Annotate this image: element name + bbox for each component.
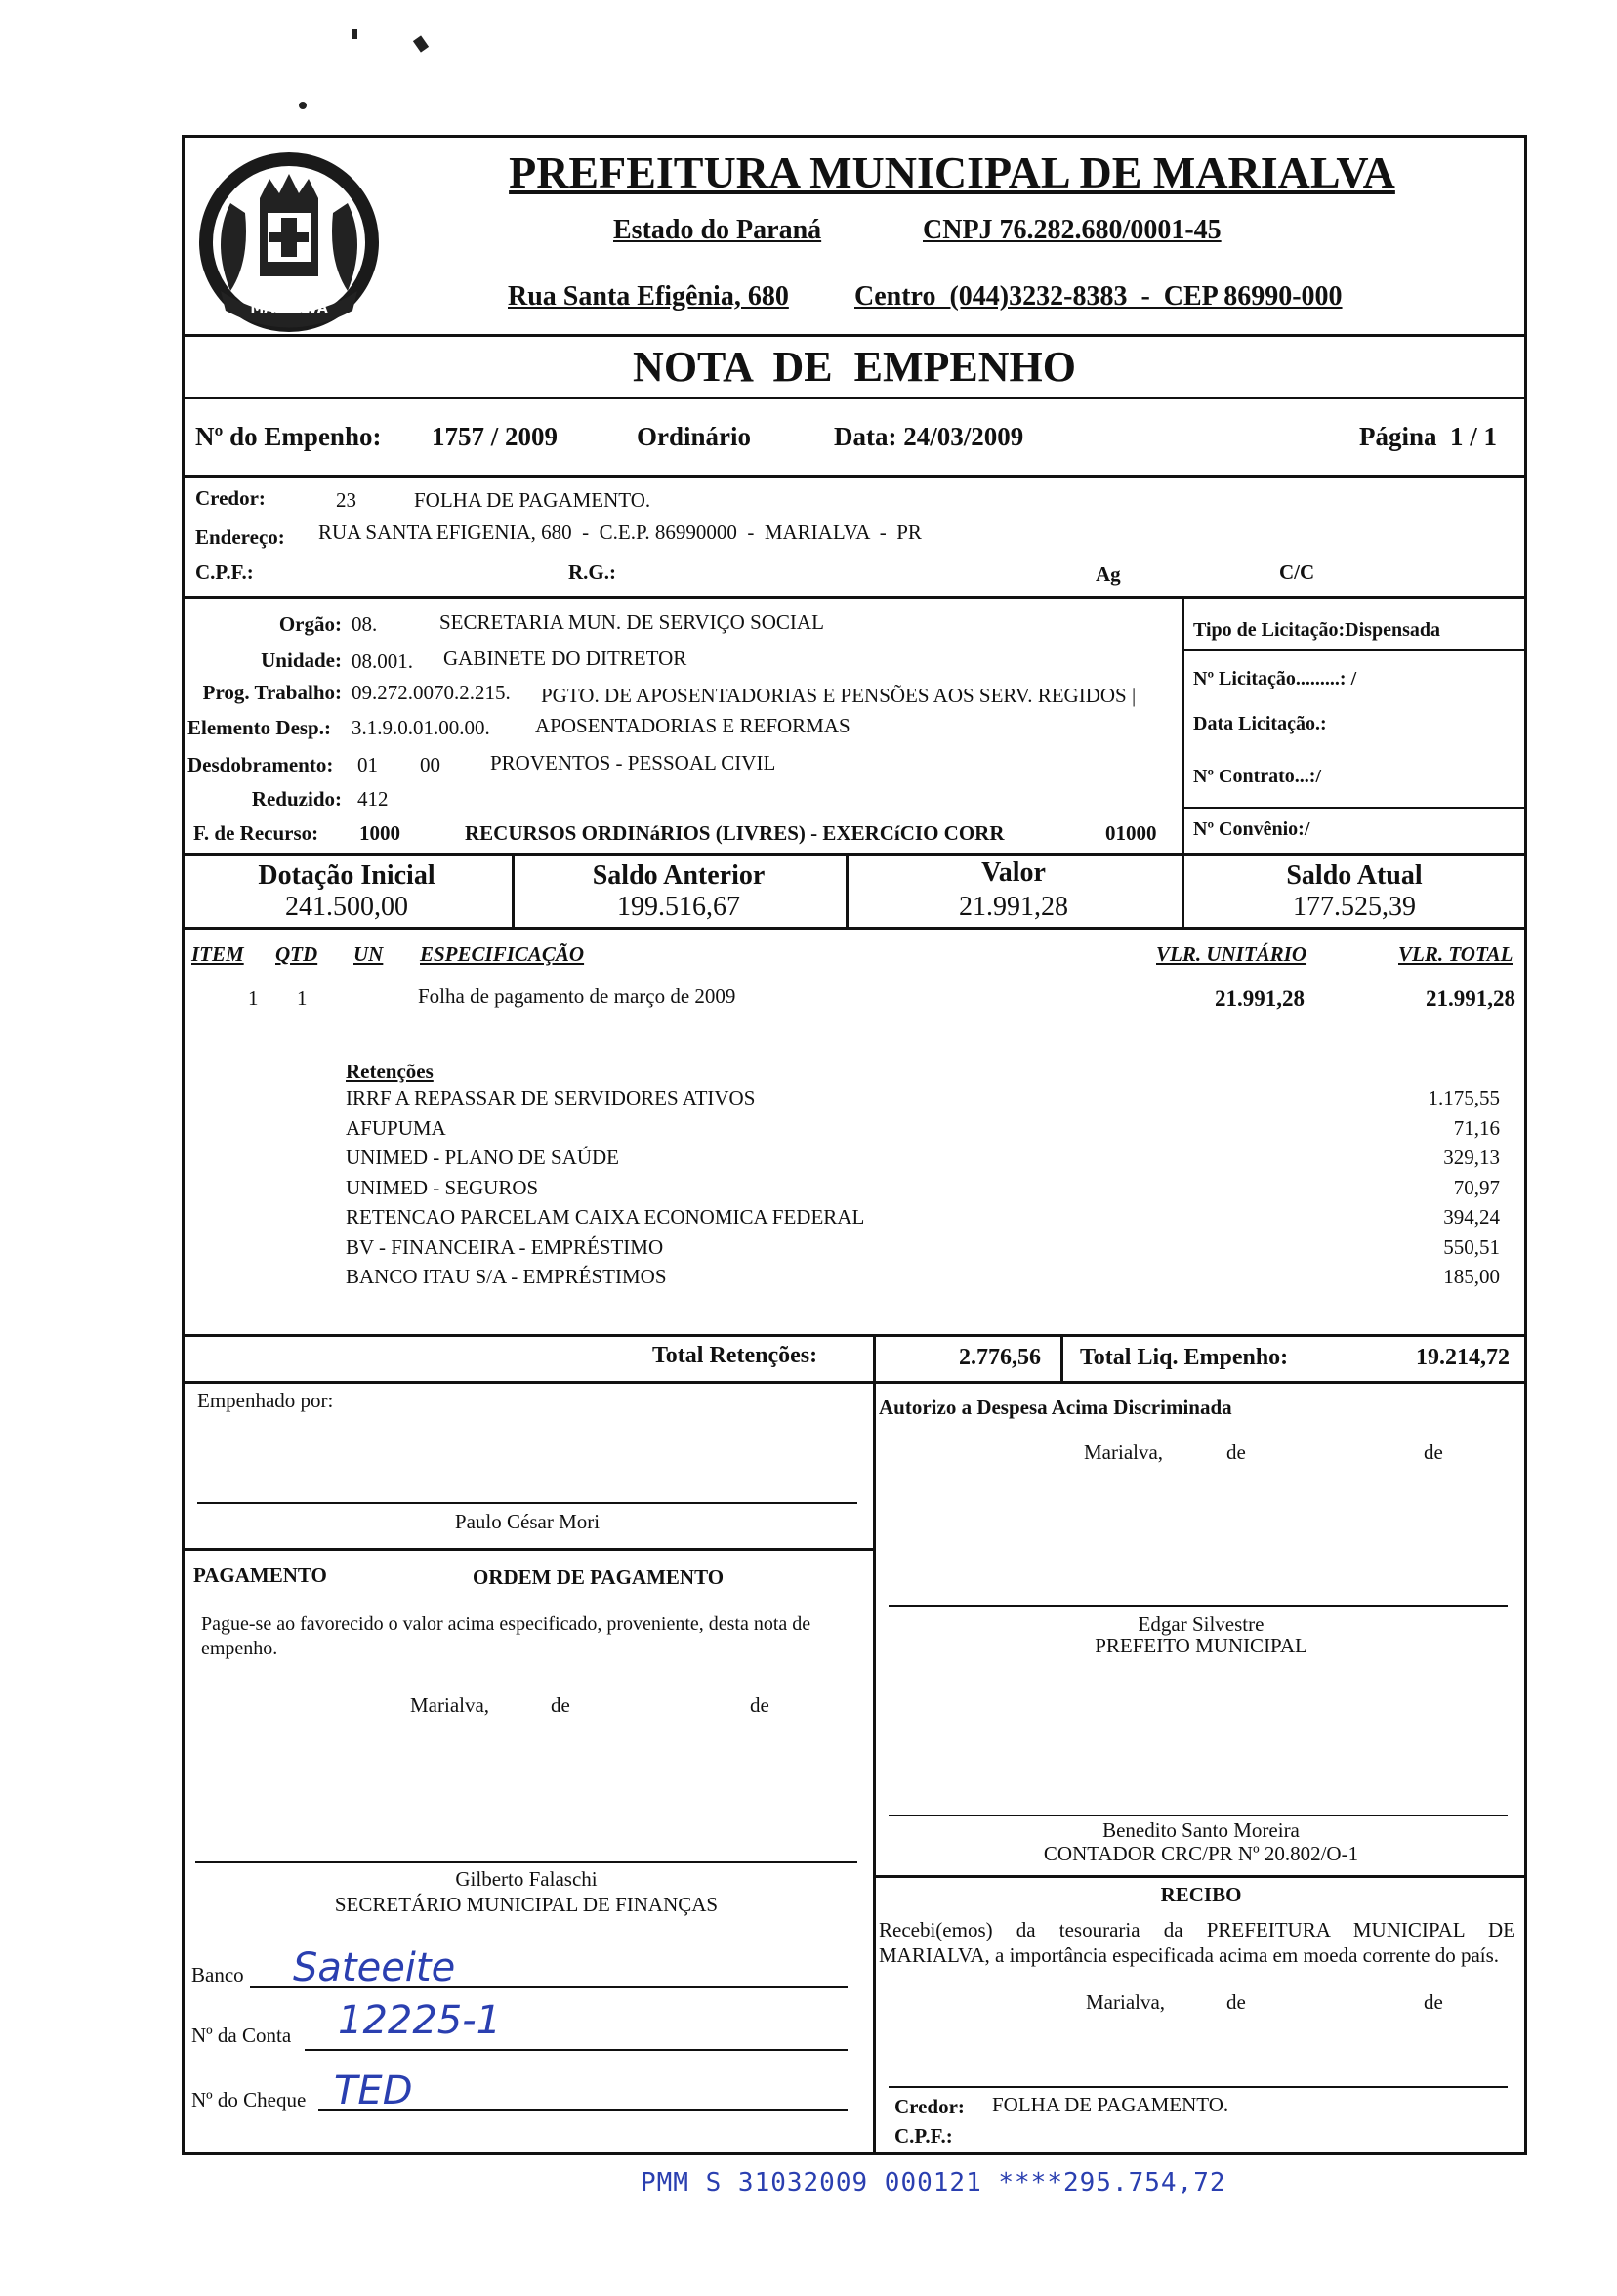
pagamento-de2: de — [750, 1693, 769, 1717]
orgao-name: SECRETARIA MUN. DE SERVIÇO SOCIAL — [439, 610, 824, 634]
retencao-value: 394,24 — [1443, 1205, 1500, 1229]
empenho-date: Data: 24/03/2009 — [834, 422, 1024, 451]
retencao-value: 329,13 — [1443, 1146, 1500, 1169]
desdobramento-name: PROVENTOS - PESSOAL CIVIL — [490, 751, 776, 774]
divider — [182, 1334, 1527, 1337]
retencao-value: 1.175,55 — [1428, 1086, 1500, 1109]
cheque-label: Nº do Cheque — [191, 2088, 307, 2111]
valor-value: 21.991,28 — [959, 892, 1068, 922]
conta-label: Nº da Conta — [191, 2024, 292, 2047]
empenho-type: Ordinário — [637, 422, 752, 451]
unidade-label: Unidade: — [261, 648, 342, 672]
retencoes-title: Retenções — [346, 1060, 434, 1083]
address-label: Endereço: — [195, 525, 285, 549]
divider — [873, 1334, 876, 1383]
divider — [182, 1381, 1527, 1384]
item-unit-value: 21.991,28 — [1215, 986, 1305, 1011]
conta-line[interactable] — [305, 2049, 848, 2051]
contador-nome: Benedito Santo Moreira — [1102, 1818, 1300, 1842]
credor-label: Credor: — [195, 486, 266, 510]
signature-line — [889, 2086, 1508, 2088]
divider — [182, 334, 1527, 337]
recurso-number: 01000 — [1105, 821, 1157, 845]
retencao-description: UNIMED - PLANO DE SAÚDE — [346, 1146, 619, 1169]
banco-label: Banco — [191, 1963, 244, 1986]
prefeito-nome: Edgar Silvestre — [1138, 1612, 1265, 1636]
autorizo-label: Autorizo a Despesa Acima Discriminada — [879, 1396, 1232, 1419]
document-title: NOTA DE EMPENHO — [633, 343, 1076, 391]
desdobramento-b: 00 — [420, 753, 440, 776]
cpf-label: C.P.F.: — [195, 561, 254, 584]
cnpj-label: CNPJ 76.282.680/0001-45 — [923, 215, 1222, 245]
prog-label: Prog. Trabalho: — [202, 681, 342, 704]
col-especificacao: ESPECIFICAÇÃO — [420, 942, 585, 966]
orgao-code: 08. — [352, 612, 378, 636]
divider — [182, 596, 1527, 599]
recurso-label: F. de Recurso: — [193, 821, 319, 845]
col-qtd: QTD — [275, 942, 318, 966]
reduzido-value: 412 — [357, 787, 389, 811]
rg-label: R.G.: — [568, 561, 616, 584]
autorizo-de1: de — [1226, 1440, 1246, 1464]
divider — [1182, 807, 1527, 809]
col-un: UN — [353, 942, 384, 966]
reduzido-label: Reduzido: — [251, 787, 342, 811]
signature-line — [889, 1605, 1508, 1607]
item-qtd: 1 — [297, 986, 308, 1010]
item-total-value: 21.991,28 — [1426, 986, 1515, 1011]
pagamento-label: PAGAMENTO — [193, 1564, 327, 1587]
divider — [182, 475, 1527, 478]
empenho-number: 1757 / 2009 — [432, 422, 559, 451]
conta-handwriting: 12225-1 — [338, 1998, 502, 2043]
contador-cargo: CONTADOR CRC/PR Nº 20.802/O-1 — [1043, 1842, 1359, 1865]
prefeito-cargo: PREFEITO MUNICIPAL — [1095, 1634, 1307, 1657]
saldo-anterior-label: Saldo Anterior — [592, 860, 766, 891]
valor-label: Valor — [981, 857, 1046, 888]
recurso-code: 1000 — [359, 821, 400, 845]
page-number: Página 1 / 1 — [1359, 422, 1498, 451]
divider — [182, 397, 1527, 399]
credor-name: FOLHA DE PAGAMENTO. — [414, 488, 651, 512]
seal-lettering: MARIALVA — [250, 301, 328, 316]
elemento-label: Elemento Desp.: — [187, 716, 331, 739]
retencao-description: RETENCAO PARCELAM CAIXA ECONOMICA FEDERAL — [346, 1205, 865, 1229]
unidade-code: 08.001. — [352, 649, 413, 673]
page-title: PREFEITURA MUNICIPAL DE MARIALVA — [509, 147, 1395, 197]
divider — [182, 1548, 875, 1551]
divider — [1060, 1334, 1063, 1383]
dotacao-label: Dotação Inicial — [258, 860, 435, 891]
total-retencoes-label: Total Retenções: — [652, 1343, 818, 1368]
scan-mark — [352, 29, 357, 39]
credor-code: 23 — [336, 488, 356, 512]
pagamento-marialva: Marialva, — [410, 1693, 490, 1717]
col-total-value: VLR. TOTAL — [1398, 942, 1513, 966]
retencao-description: BANCO ITAU S/A - EMPRÉSTIMOS — [346, 1265, 667, 1288]
divider — [1182, 596, 1184, 854]
divider — [873, 1875, 1527, 1878]
credor-address: RUA SANTA EFIGENIA, 680 - C.E.P. 86990000 - MARIALVA - PR — [318, 521, 922, 544]
divider — [1182, 649, 1527, 651]
recibo-credor-value: FOLHA DE PAGAMENTO. — [992, 2093, 1229, 2116]
retencao-value: 71,16 — [1453, 1116, 1500, 1140]
divider — [873, 1381, 876, 2155]
retencao-description: AFUPUMA — [346, 1116, 446, 1140]
table-row — [182, 984, 1527, 1014]
orgao-label: Orgão: — [278, 612, 342, 636]
signature-line — [195, 1861, 857, 1863]
item-number: 1 — [248, 986, 259, 1010]
autorizo-de2: de — [1424, 1440, 1443, 1464]
retencao-description: BV - FINANCEIRA - EMPRÉSTIMO — [346, 1235, 664, 1259]
signature-line — [197, 1502, 857, 1504]
recibo-marialva: Marialva, — [1086, 1990, 1166, 2014]
cc-label: C/C — [1279, 561, 1315, 584]
city-seal — [191, 145, 387, 340]
saldo-anterior-value: 199.516,67 — [617, 892, 740, 922]
retencao-description: UNIMED - SEGUROS — [346, 1176, 539, 1199]
secretario-cargo: SECRETÁRIO MUNICIPAL DE FINANÇAS — [334, 1893, 719, 1916]
col-item: ITEM — [191, 942, 244, 966]
tipo-licitacao: Tipo de Licitação:Dispensada — [1193, 619, 1440, 641]
saldo-atual-value: 177.525,39 — [1293, 892, 1416, 922]
cheque-handwriting: TED — [334, 2068, 413, 2113]
empenho-number-label: Nº do Empenho: — [195, 422, 382, 451]
scan-mark — [413, 35, 429, 52]
item-description: Folha de pagamento de março de 2009 — [418, 984, 736, 1008]
retencao-value: 70,97 — [1453, 1176, 1500, 1199]
total-retencoes-value: 2.776,56 — [959, 1345, 1041, 1370]
col-unit-value: VLR. UNITÁRIO — [1156, 942, 1307, 966]
empenhado-nome: Paulo César Mori — [454, 1510, 601, 1533]
numero-licitacao: Nº Licitação.........: / — [1193, 668, 1357, 689]
numero-contrato: Nº Contrato...:/ — [1193, 766, 1322, 787]
total-liquido-label: Total Liq. Empenho: — [1080, 1345, 1289, 1370]
empenhado-label: Empenhado por: — [197, 1389, 334, 1412]
unidade-name: GABINETE DO DITRETOR — [443, 647, 687, 670]
pagamento-texto: Pague-se ao favorecido o valor acima especificado, proveniente, desta nota de empenho. — [201, 1613, 811, 1659]
autorizo-marialva: Marialva, — [1084, 1440, 1164, 1464]
divider — [182, 927, 1527, 930]
retencao-description: IRRF A REPASSAR DE SERVIDORES ATIVOS — [346, 1086, 756, 1109]
retencao-value: 185,00 — [1443, 1265, 1500, 1288]
recibo-de2: de — [1424, 1990, 1443, 2014]
ag-label: Ag — [1096, 563, 1121, 586]
recibo-de1: de — [1226, 1990, 1246, 2014]
recibo-credor-label: Credor: — [894, 2095, 965, 2118]
state-label: Estado do Paraná — [613, 215, 822, 245]
secretario-nome: Gilberto Falaschi — [455, 1867, 598, 1891]
dotacao-value: 241.500,00 — [285, 892, 408, 922]
pagamento-de1: de — [551, 1693, 570, 1717]
address-rest: Centro (044)3232-8383 - CEP 86990-000 — [854, 281, 1343, 312]
prog-code: 09.272.0070.2.215. — [352, 681, 511, 704]
recurso-name: RECURSOS ORDINáRIOS (LIVRES) - EXERCíCIO CORR — [465, 821, 1005, 845]
desdobramento-a: 01 — [357, 753, 378, 776]
scan-mark — [299, 102, 307, 109]
signature-line — [889, 1815, 1508, 1816]
desdobramento-label: Desdobramento: — [187, 753, 334, 776]
prog-name: PGTO. DE APOSENTADORIAS E PENSÕES AOS SERV. REGIDOS | — [541, 684, 1137, 707]
data-licitacao: Data Licitação.: — [1193, 713, 1327, 734]
elemento-code: 3.1.9.0.01.00.00. — [352, 716, 490, 739]
elemento-name: APOSENTADORIAS E REFORMAS — [535, 714, 850, 737]
banco-handwriting: Sateeite — [293, 1945, 456, 1990]
recibo-texto: Recebi(emos) da tesouraria da PREFEITURA MUNICIPAL DE MARIALVA, a importância especificada acima em moeda corrente do país. — [879, 1918, 1515, 1967]
recibo-title: RECIBO — [1160, 1883, 1242, 1906]
saldo-atual-label: Saldo Atual — [1286, 860, 1423, 891]
numero-convenio: Nº Convênio:/ — [1193, 818, 1310, 840]
recibo-cpf-label: C.P.F.: — [894, 2124, 953, 2148]
address-street: Rua Santa Efigênia, 680 — [508, 281, 789, 312]
machine-stamp: PMM S 31032009 000121 ****295.754,72 — [641, 2168, 1226, 2197]
total-liquido-value: 19.214,72 — [1416, 1345, 1510, 1370]
ordem-pagamento-label: ORDEM DE PAGAMENTO — [473, 1565, 725, 1589]
divider — [182, 853, 1527, 856]
retencao-value: 550,51 — [1443, 1235, 1500, 1259]
